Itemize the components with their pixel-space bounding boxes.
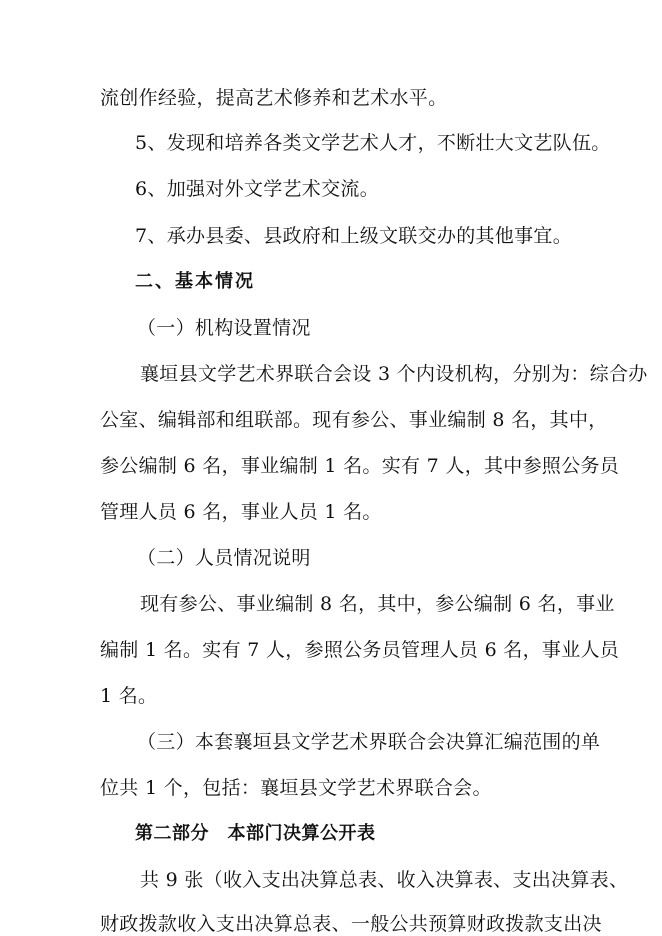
section-heading-basic-info: 二、基本情况	[135, 271, 255, 292]
paragraph-line-continuation: 流创作经验，提高艺术修养和艺术水平。	[100, 87, 448, 109]
paragraph-line-10: 共 9 张（收入支出决算总表、收入决算表、支出决算表、	[140, 869, 629, 891]
list-item-6: 6、加强对外文学艺术交流。	[135, 178, 379, 200]
part-heading-tables: 第二部分 本部门决算公开表	[135, 823, 376, 844]
list-item-7: 7、承办县委、县政府和上级文联交办的其他事宜。	[135, 225, 572, 247]
subsection-heading-staff: （二）人员情况说明	[137, 547, 311, 569]
paragraph-line-1: 襄垣县文学艺术界联合会设 3 个内设机构，分别为：综合办	[140, 363, 648, 385]
paragraph-line-2: 公室、编辑部和组联部。现有参公、事业编制 8 名，其中，	[100, 409, 608, 431]
subsection-heading-organization: （一）机构设置情况	[137, 317, 311, 339]
paragraph-line-4: 管理人员 6 名，事业人员 1 名。	[100, 501, 382, 523]
list-item-5: 5、发现和培养各类文学艺术人才，不断壮大文艺队伍。	[135, 132, 611, 154]
paragraph-line-11: 财政拨款收入支出决算总表、一般公共预算财政拨款支出决	[100, 913, 602, 935]
paragraph-line-9: 位共 1 个，包括：襄垣县文学艺术界联合会。	[100, 777, 492, 799]
paragraph-line-6: 编制 1 名。实有 7 人，参照公务员管理人员 6 名，事业人员	[100, 639, 620, 661]
paragraph-line-3: 参公编制 6 名，事业编制 1 名。实有 7 人，其中参照公务员	[100, 455, 620, 477]
paragraph-line-8: （三）本套襄垣县文学艺术界联合会决算汇编范围的单	[137, 731, 601, 753]
paragraph-line-7: 1 名。	[100, 685, 158, 707]
paragraph-line-5: 现有参公、事业编制 8 名，其中，参公编制 6 名，事业	[140, 593, 615, 615]
